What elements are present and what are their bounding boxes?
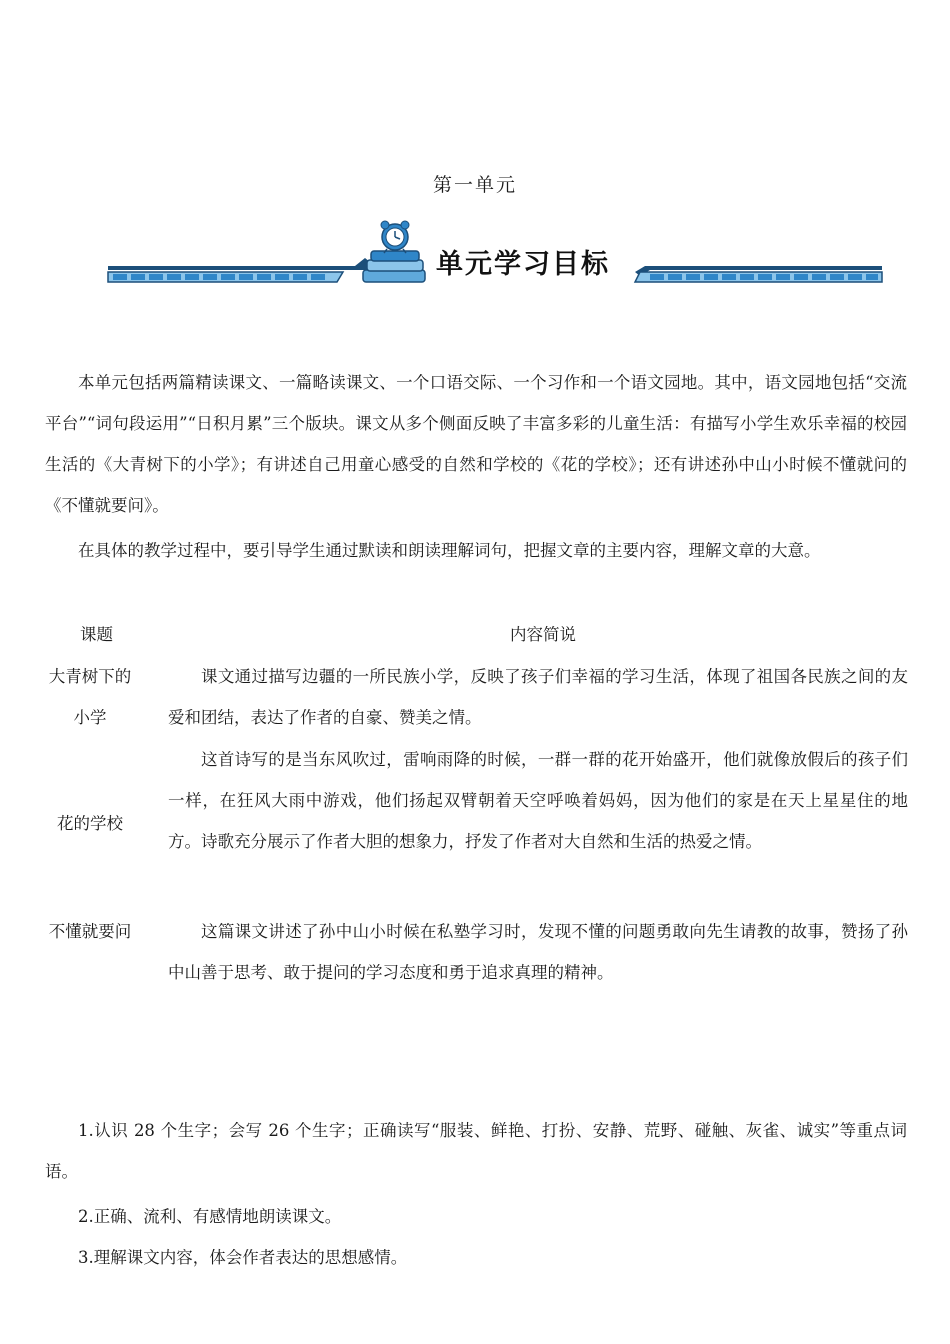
alarm-clock-on-books-icon	[363, 221, 425, 282]
banner-right-bar	[635, 266, 882, 282]
table-row-title: 不懂就要问	[48, 922, 132, 941]
table-row-content: 课文通过描写边疆的一所民族小学，反映了孩子们幸福的学习生活，体现了祖国各民族之间的友爱和团结，表达了作者的自豪、赞美之情。	[168, 667, 908, 727]
goal-item: 1.认识 28 个生字；会写 26 个生字；正确读写“服装、鲜艳、打扮、安静、荒野、碰触、灰雀、诚实”等重点词语。	[45, 1121, 907, 1181]
banner-label: 单元学习目标	[436, 249, 610, 280]
unit-title: 第一单元	[432, 174, 517, 196]
table-header-content: 内容简说	[510, 625, 576, 644]
table-row-title: 大青树下的小学	[48, 667, 132, 727]
table-row-content: 这篇课文讲述了孙中山小时候在私塾学习时，发现不懂的问题勇敢向先生请教的故事，赞扬了孙中山善于思考、敢于提问的学习态度和勇于追求真理的精神。	[168, 922, 908, 982]
goal-item: 2.正确、流利、有感情地朗读课文。	[78, 1207, 342, 1226]
banner-left-bar	[108, 258, 375, 282]
intro-paragraph-2: 在具体的教学过程中，要引导学生通过默读和朗读理解词句，把握文章的主要内容，理解文章的大意。	[78, 541, 821, 560]
table-row-title: 花的学校	[57, 814, 123, 833]
goal-item: 3.理解课文内容，体会作者表达的思想感情。	[78, 1248, 408, 1267]
table-header-title: 课题	[80, 625, 113, 644]
table-row-content: 这首诗写的是当东风吹过，雷响雨降的时候，一群一群的花开始盛开，他们就像放假后的孩子们一样，在狂风大雨中游戏，他们扬起双臂朝着天空呼唤着妈妈，因为他们的家是在天上星星住的地方。诗歌充分展示了作者大胆的想象力，抒发了作者对大自然和生活的热爱之情。	[168, 750, 908, 851]
intro-paragraph-1: 本单元包括两篇精读课文、一篇略读课文、一个口语交际、一个习作和一个语文园地。其中，语文园地包括“交流平台”“词句段运用”“日积月累”三个版块。课文从多个侧面反映了丰富多彩的儿童生活：有描写小学生欢乐幸福的校园生活的《大青树下的小学》；有讲述自己用童心感受的自然和学校的《花的学校》；还有讲述孙中山小时候不懂就问的《不懂就要问》。	[45, 373, 907, 515]
